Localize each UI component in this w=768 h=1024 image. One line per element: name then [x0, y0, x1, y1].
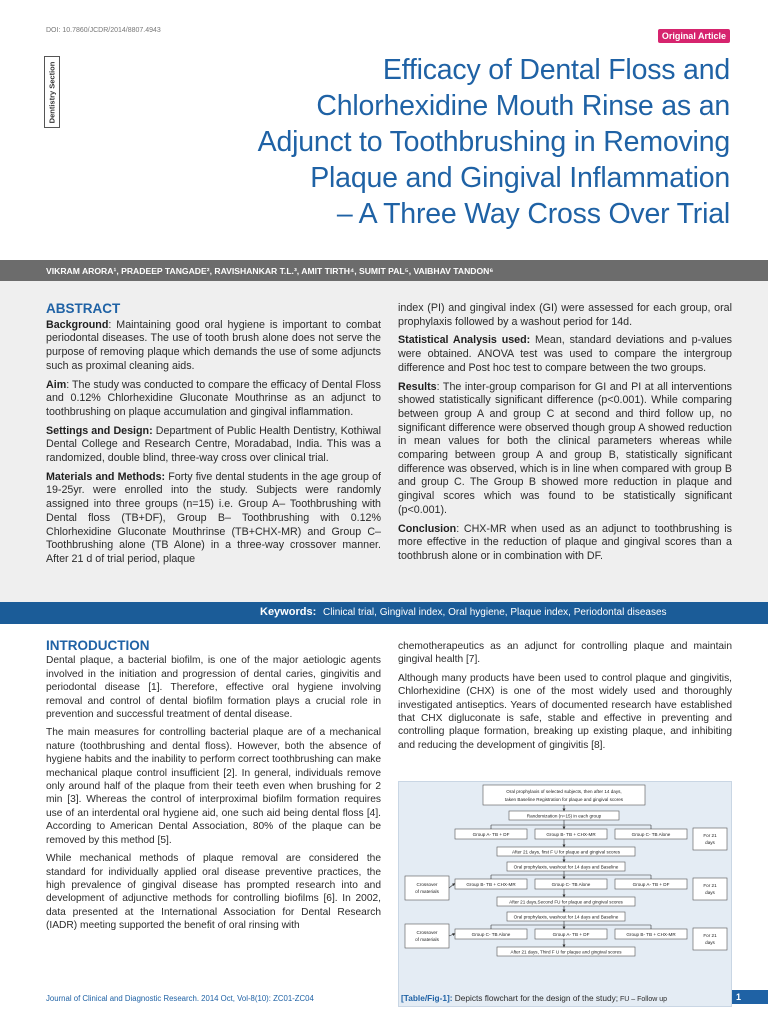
- flow-text: Group A- TB + DF: [632, 882, 670, 887]
- flow-text: Group C- TB Alone: [631, 832, 671, 837]
- flow-text: Oral prophylaxis, washout for 14 days and Baseline: [513, 914, 619, 920]
- flow-text: Group B- TB + CHX-MR: [626, 932, 676, 937]
- page-number: 1: [732, 990, 768, 1004]
- flow-text: Oral prophylaxis of selected subjects, then after 14 days,: [506, 789, 622, 794]
- aim-text: : The study was conducted to compare the efficacy of Dental Floss and 0.12% Chlorhexidine Gluconate Mouthrinse as an adjunct to toothbrushing on plaque accumulation and gingival inflammation.: [46, 378, 381, 418]
- abstract-heading: ABSTRACT: [46, 301, 121, 316]
- flow-text: taken Baseline Registration for plaque and gingival scores: [504, 797, 624, 802]
- results-text: : The inter-group comparison for GI and PI at all interventions showed statistically significant difference (p<0.001). While comparing between group A and group C at second and third follow up, no significant difference were observed though group A showed reduction in mean values for both the clinical parameters whereas while comparing between group A and group B, statistically significant difference was observed, which is in line when compared with group B and group C. The Group B showed more reduction in plaque and gingival scores which was found to be statistically significant (p<0.001).: [398, 380, 732, 516]
- intro-paragraph: Dental plaque, a bacterial biofilm, is one of the major aetiologic agents involved in the initiation and progression of dental caries, gingivitis and periodontal disease [1]. Therefore, effective oral hygiene involving removal and control of dental biofilm formation plays a crucial role in prevention and successful treatment of dental disease.: [46, 655, 381, 721]
- figure-caption-note: FU – Follow up: [618, 996, 668, 1003]
- abstract-left-column: [46, 302, 381, 572]
- flow-text: Group C- TB Alone: [551, 882, 591, 887]
- flow-text: of materials: [415, 889, 439, 894]
- flow-text: Group B- TB + CHX-MR: [546, 832, 596, 837]
- introduction-left-column: [46, 639, 381, 938]
- abstract-stats-para: [398, 334, 732, 375]
- intro-paragraph: While mechanical methods of plaque removal are considered the standard for individually applied oral disease preventive practices, the high prevalence of gingival disease has prompted research into and development of adjunctive methods for controlling biofilms [6]. In 2002, data presented at the International Association for Dental Research (IADR) meeting supported the benefit of oral rinsing with: [46, 853, 381, 932]
- flow-text: Oral prophylaxis, washout for 14 days and Baseline: [513, 864, 619, 870]
- section-label: Dentistry Section: [47, 61, 57, 123]
- flow-text: For 21: [703, 933, 717, 938]
- flow-text: Group A- TB + DF: [472, 832, 510, 837]
- footer-citation: Journal of Clinical and Diagnostic Research. 2014 Oct, Vol-8(10): ZC01-ZC04: [46, 994, 314, 1003]
- figure-caption-tag: [Table/Fig-1]:: [401, 993, 453, 1003]
- flow-text: Crossover: [416, 930, 438, 935]
- flow-text: After 21 days,Second FU for plaque and gingival scores: [509, 899, 623, 905]
- title-line: Adjunct to Toothbrushing in Removing: [257, 126, 730, 158]
- flow-text: After 21 days, Third F U for plaque and gingival scores: [510, 949, 622, 955]
- background-text: : Maintaining good oral hygiene is important to combat periodontal diseases. The use of tooth brush alone does not serve the purpose of removing plaque which demands the use of some adjuncts such as proximal cleaning aids.: [46, 318, 381, 372]
- intro-paragraph: The main measures for controlling bacterial plaque are of a mechanical nature (toothbrushing and dental floss). However, both the absence of hygiene habits and the inability to perform correct toothbrushing can make mechanical plaque control insufficient [2]. In general, individuals remove only around half of the plaque from their teeth even when brushing for 2 min [3]. Whereas the control of interproximal biofilm formation requires use of an interdental oral hygiene aid, one such aid being dental floss [4]. According to American Dental Association, 80% of the plaque can be removed by this method [5].: [46, 727, 381, 846]
- flow-text: After 21 days, first F U for plaque and gingival scores: [511, 849, 621, 855]
- conclusion-label: Conclusion: [398, 522, 457, 535]
- abstract-methods-para: [46, 471, 381, 567]
- title-line: Plaque and Gingival Inflammation: [310, 162, 730, 194]
- background-label: Background: [46, 318, 109, 331]
- figure-caption: [399, 990, 731, 1006]
- keywords-bar: [0, 602, 768, 624]
- stats-label: Statistical Analysis used:: [398, 334, 531, 347]
- flow-text: Group C- TB Alone: [471, 932, 511, 937]
- abstract-background-para: [46, 319, 381, 374]
- abstract-results-para: [398, 381, 732, 518]
- article-title: [130, 52, 730, 232]
- doi-text: DOI: 10.7860/JCDR/2014/8807.4943: [46, 27, 161, 34]
- flow-text: days: [705, 940, 715, 945]
- title-line: Chlorhexidine Mouth Rinse as an: [316, 90, 730, 122]
- prophylaxis-box: [483, 785, 645, 805]
- keywords-label: Keywords:: [260, 606, 317, 618]
- duration-box: [693, 828, 727, 850]
- flow-text: For 21: [703, 883, 717, 888]
- flow-text: days: [705, 840, 715, 845]
- flow-text: Group A- TB + DF: [552, 932, 590, 937]
- abstract-continuation: index (PI) and gingival index (GI) were assessed for each group, oral prophylaxis followed by a washout period for 14d.: [398, 302, 732, 328]
- section-tag: [44, 56, 60, 128]
- crossover-box: [405, 924, 449, 948]
- results-label: Results: [398, 380, 437, 393]
- intro-paragraph: chemotherapeutics as an adjunct for controlling plaque and maintain gingival health [7].: [398, 641, 732, 666]
- abstract-right-column: [398, 302, 732, 569]
- aim-label: Aim: [46, 378, 67, 391]
- abstract-settings-para: [46, 425, 381, 466]
- article-type-badge: Original Article: [658, 29, 730, 43]
- flow-text: For 21: [703, 833, 717, 838]
- author-bar: VIKRAM ARORA¹, PRADEEP TANGADE², RAVISHANKAR T.L.³, AMIT TIRTH⁴, SUMIT PAL⁵, VAIBHAV TANDON⁶: [0, 260, 768, 281]
- figure-caption-text: Depicts flowchart for the design of the study;: [452, 993, 619, 1003]
- settings-text: Department of Public Health Dentistry, Kothiwal Dental College and Research Centre, Moradabad, India. This was a randomized, double blind, three-way cross over clinical trial.: [46, 424, 381, 465]
- study-flowchart-figure: [398, 781, 732, 1007]
- methods-text: Forty five dental students in the age group of 19-25yr. were enrolled into the study. Subjects were randomly assigned into three groups (n=15) i.e. Group A– Toothbrushing with Dental floss (TB+DF), Group B– Toothbrushing with 0.12% Chlorhexidine Gluconate Mouthrinse (TB+CHX-MR) and Group C– Toothbrushing alone (TB Alone) in a three-way crossover manner. After 21 d of trial period, plaque: [46, 470, 381, 565]
- flow-text: Crossover: [416, 882, 438, 887]
- stats-text: Mean, standard deviations and p-values were obtained. ANOVA test was used to compare the intergroup difference and Post hoc test to compare between the two groups.: [398, 334, 732, 374]
- keywords-text: Clinical trial, Gingival index, Oral hygiene, Plaque index, Periodontal diseases: [323, 607, 667, 618]
- flowchart-diagram: [399, 782, 733, 992]
- settings-label: Settings and Design:: [46, 424, 153, 437]
- duration-box: [693, 878, 727, 900]
- methods-label: Materials and Methods:: [46, 470, 166, 483]
- introduction-right-column: [398, 640, 732, 757]
- title-line: – A Three Way Cross Over Trial: [336, 198, 730, 230]
- title-line: Efficacy of Dental Floss and: [382, 54, 730, 86]
- flow-text: Randomization (n=15) in each group: [526, 813, 602, 819]
- flow-text: of materials: [415, 937, 439, 942]
- crossover-box: [405, 876, 449, 900]
- flow-text: Group B- TB + CHX-MR: [466, 882, 516, 887]
- abstract-conclusion-para: [398, 523, 732, 564]
- intro-paragraph: Although many products have been used to control plaque and gingivitis, Chlorhexidine (CHX) is one of the most widely used and thoroughly investigated antiseptics. Years of documented research have established that CHX digluconate is safe, stable and effective in preventing and controlling plaque formation, breaking up existing plaque, and inhibiting and reducing the development of gingivitis [8].: [398, 672, 732, 751]
- conclusion-text: : CHX-MR when used as an adjunct to toothbrushing is more effective in the reduction of plaque and gingival scores than a toothbrush alone or in combination with DF.: [398, 522, 732, 562]
- abstract-aim-para: [46, 379, 381, 420]
- introduction-heading: INTRODUCTION: [46, 638, 150, 653]
- duration-box: [693, 928, 727, 950]
- flow-text: days: [705, 890, 715, 895]
